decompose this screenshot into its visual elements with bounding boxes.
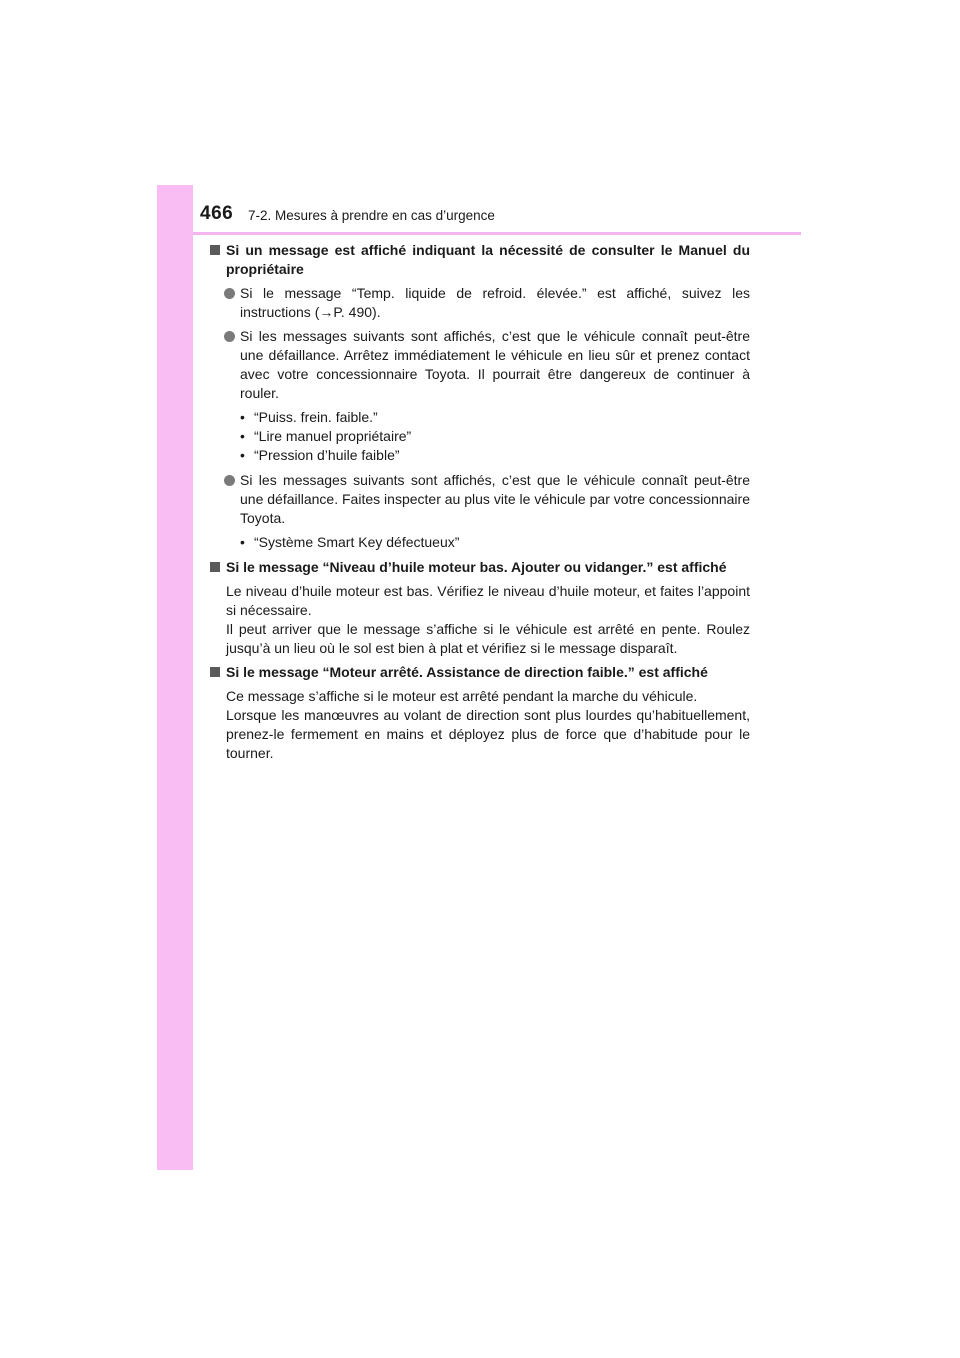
warning-message-text: “Système Smart Key défectueux” [254,534,460,550]
warning-message-item [240,446,750,465]
warning-message-text: “Pression d’huile faible” [254,447,400,463]
page-number: 466 [200,203,234,224]
body-paragraph: Le niveau d’huile moteur est bas. Vérifiez le niveau d’huile moteur, et faites l’appoint si nécessaire. [226,583,750,618]
warning-message-item [240,533,750,552]
list-item [210,471,750,528]
list-item [210,327,750,403]
dot-marker-icon: • [240,447,245,463]
section-body [210,687,750,763]
section-heading [210,663,750,682]
warning-message-item [240,427,750,446]
list-item-text: Si les messages suivants sont affichés, c’est que le véhicule connaît peut-être une défaillance. Faites inspecter au plus vite le véhicule par votre concessionnaire Toyota. [240,472,750,526]
square-bullet-icon [210,667,220,677]
page-header [200,203,800,233]
list-item-text: Si le message “Temp. liquide de refroid. élevée.” est affiché, suivez les instructions (→P. 490). [240,285,750,320]
chapter-color-tab [157,185,193,1170]
circle-bullet-icon [224,288,235,299]
section-heading [210,558,750,577]
list-item [210,284,750,322]
square-bullet-icon [210,245,220,255]
dot-marker-icon: • [240,409,245,425]
warning-message-text: “Puiss. frein. faible.” [254,409,378,425]
section-heading-text: Si le message “Moteur arrêté. Assistance de direction faible.” est affiché [226,664,708,680]
square-bullet-icon [210,562,220,572]
dot-marker-icon: • [240,428,245,444]
body-paragraph: Lorsque les manœuvres au volant de direction sont plus lourdes qu’habituellement, prenez-le fermement en mains et déployez plus de force que d’habitude pour le tourner. [226,707,750,761]
circle-bullet-icon [224,475,235,486]
header-divider [193,232,801,235]
section-title: 7-2. Mesures à prendre en cas d’urgence [248,208,495,223]
body-paragraph: Ce message s’affiche si le moteur est arrêté pendant la marche du véhicule. [226,688,698,704]
section-heading-text: Si un message est affiché indiquant la nécessité de consulter le Manuel du propriétaire [226,242,750,277]
dot-marker-icon: • [240,534,245,550]
section-heading [210,241,750,279]
warning-message-text: “Lire manuel propriétaire” [254,428,412,444]
section-body [210,582,750,658]
section-heading-text: Si le message “Niveau d’huile moteur bas. Ajouter ou vidanger.” est affiché [226,559,727,575]
warning-message-item [240,408,750,427]
body-paragraph: Il peut arriver que le message s’affiche si le véhicule est arrêté en pente. Roulez jusqu’à un lieu où le sol est bien à plat et vérifiez si le message disparaît. [226,621,750,656]
list-item-text: Si les messages suivants sont affichés, c’est que le véhicule connaît peut-être une défaillance. Arrêtez immédiatement le véhicule en lieu sûr et prenez contact avec votre concessionnaire Toyota. Il pourrait être dangereux de continuer à rouler. [240,328,750,401]
warning-message-list [210,408,750,465]
page-body [210,241,750,768]
warning-message-list [210,533,750,552]
circle-bullet-icon [224,331,235,342]
